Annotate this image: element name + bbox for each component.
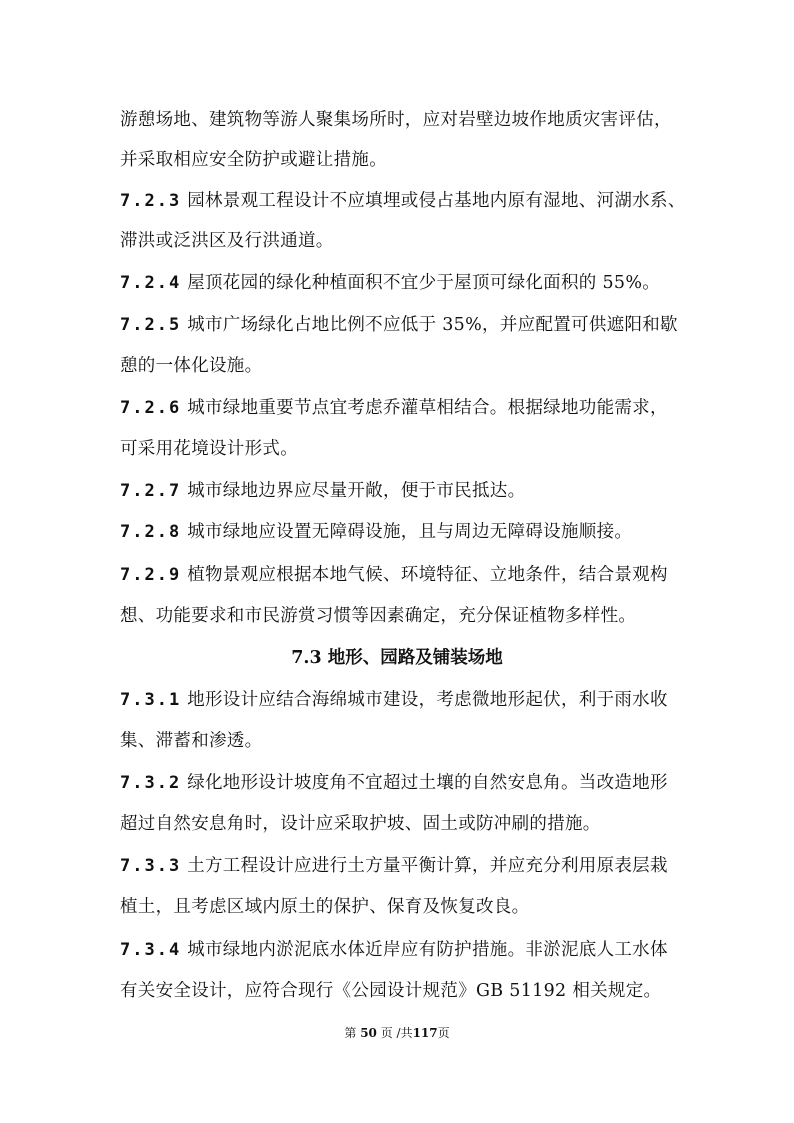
text-line: 植土，且考虑区域内原土的保护、保育及恢复改良。 bbox=[120, 897, 530, 917]
clause-7-2-4: 7.2.4 屋顶花园的绿化种植面积不宜少于屋顶可绿化面积的 55%。 bbox=[120, 273, 661, 293]
clause-number: 7.2.9 bbox=[120, 565, 182, 585]
page-number: 50 bbox=[360, 1026, 377, 1040]
footer-prefix: 第 bbox=[344, 1026, 357, 1040]
clause-number: 7.2.3 bbox=[120, 191, 182, 211]
clause-7-2-9: 7.2.9 植物景观应根据本地气候、环境特征、立地条件，结合景观构 bbox=[120, 565, 668, 585]
footer-mid: 页 /共 bbox=[380, 1026, 413, 1040]
clause-number: 7.3.1 bbox=[120, 690, 182, 710]
clause-number: 7.2.8 bbox=[120, 522, 182, 542]
total-pages: 117 bbox=[412, 1026, 438, 1040]
clause-number: 7.3.2 bbox=[120, 773, 182, 793]
clause-7-2-5: 7.2.5 城市广场绿化占地比例不应低于 35%，并应配置可供遮阳和歇 bbox=[120, 315, 678, 335]
text-line: 超过自然安息角时，设计应采取护坡、固土或防冲刷的措施。 bbox=[120, 814, 601, 834]
footer-suffix: 页 bbox=[437, 1026, 450, 1040]
clause-7-3-2: 7.3.2 绿化地形设计坡度角不宜超过土壤的自然安息角。当改造地形 bbox=[120, 773, 668, 793]
clause-7-3-4: 7.3.4 城市绿地内淤泥底水体近岸应有防护措施。非淤泥底人工水体 bbox=[120, 940, 668, 960]
clause-7-3-3: 7.3.3 土方工程设计应进行土方量平衡计算，并应充分利用原表层栽 bbox=[120, 856, 668, 876]
clause-7-2-8: 7.2.8 城市绿地应设置无障碍设施，且与周边无障碍设施顺接。 bbox=[120, 522, 633, 542]
clause-7-2-7: 7.2.7 城市绿地边界应尽量开敞，便于市民抵达。 bbox=[120, 481, 526, 501]
clause-7-2-3: 7.2.3 园林景观工程设计不应填埋或侵占基地内原有湿地、河湖水系、 bbox=[120, 191, 686, 211]
clause-number: 7.3.3 bbox=[120, 856, 182, 876]
text-line: 想、功能要求和市民游赏习惯等因素确定，充分保证植物多样性。 bbox=[120, 606, 637, 626]
clause-7-3-1: 7.3.1 地形设计应结合海绵城市建设，考虑微地形起伏，利于雨水收 bbox=[120, 690, 668, 710]
text-line: 有关安全设计，应符合现行《公园设计规范》GB 51192 相关规定。 bbox=[120, 981, 662, 1001]
clause-number: 7.2.5 bbox=[120, 315, 182, 335]
text-line: 集、滞蓄和渗透。 bbox=[120, 731, 263, 751]
clause-number: 7.2.4 bbox=[120, 273, 182, 293]
section-heading: 7.3 地形、园路及铺装场地 bbox=[291, 648, 503, 668]
text-line: 滞洪或泛洪区及行洪通道。 bbox=[120, 231, 334, 251]
clause-number: 7.3.4 bbox=[120, 940, 182, 960]
clause-number: 7.2.7 bbox=[120, 481, 182, 501]
clause-number: 7.2.6 bbox=[120, 398, 182, 418]
text-line: 憩的一体化设施。 bbox=[120, 356, 263, 376]
text-line: 可采用花境设计形式。 bbox=[120, 439, 298, 459]
text-line: 并采取相应安全防护或避让措施。 bbox=[120, 150, 387, 170]
page-footer bbox=[0, 1025, 794, 1041]
clause-7-2-6: 7.2.6 城市绿地重要节点宜考虑乔灌草相结合。根据绿地功能需求， bbox=[120, 398, 668, 418]
text-line: 游憩场地、建筑物等游人聚集场所时，应对岩壁边坡作地质灾害评估， bbox=[120, 110, 672, 130]
